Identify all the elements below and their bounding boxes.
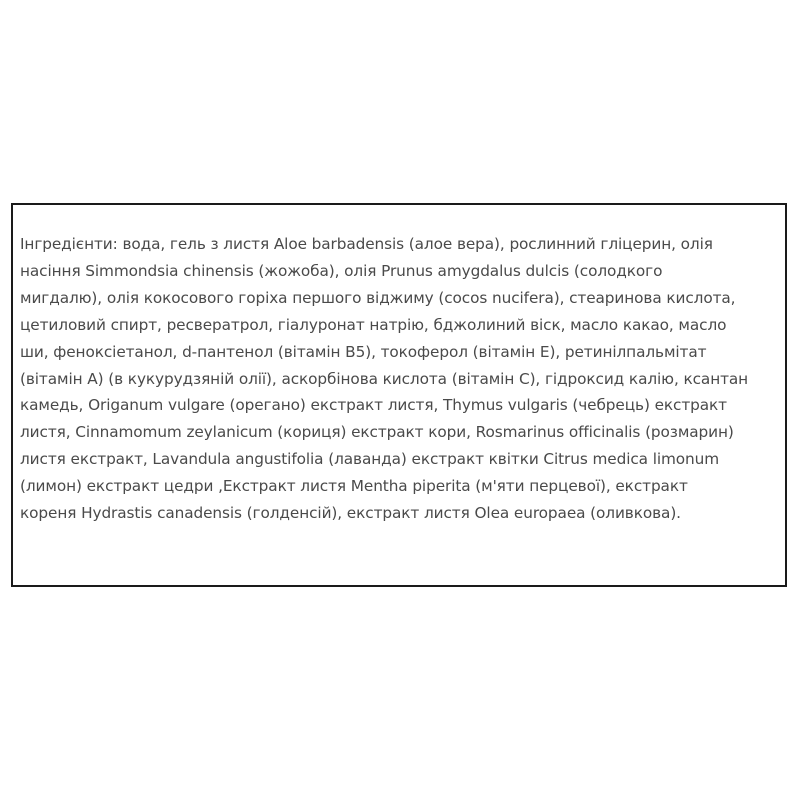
- ingredients-line: Інгредієнти: вода, гель з листя Aloe barbadensis (алое вера), рослинний гліцерин, олія: [20, 235, 713, 253]
- ingredients-line: (лимон) екстракт цедри ,Екстракт листя Mentha piperita (м'яти перцевої), екстракт: [20, 477, 688, 496]
- ingredients-line: цетиловий спирт, ресвератрол, гіалуронат натрію, бджолиний віск, масло какао, масло: [20, 315, 727, 334]
- ingredients-line: листя екстракт, Lavandula angustifolia (лаванда) екстракт квітки Citrus medica limonum: [20, 450, 720, 469]
- ingredients-line: мигдалю), олія кокосового горіха першого віджиму (cocos nucifera), стеаринова кислота,: [20, 288, 736, 307]
- ingredients-text: [20, 231, 785, 527]
- ingredients-line: камедь, Origanum vulgare (орегано) екстракт листя, Thymus vulgaris (чебрець) екстракт: [20, 396, 727, 415]
- ingredients-line: насіння Simmondsia chinensis (жожоба), олія Prunus amygdalus dulcis (солодкого: [20, 261, 663, 280]
- ingredients-line: кореня Hydrastis canadensis (голденсій), екстракт листя Olea europaea (оливкова).: [20, 504, 681, 523]
- ingredients-box: [11, 203, 787, 587]
- ingredients-line: (вітамін A) (в кукурудзяній олії), аскорбінова кислота (вітамін C), гідроксид калію, ксантан: [20, 369, 749, 388]
- ingredients-line: листя, Cinnamomum zeylanicum (кориця) екстракт кори, Rosmarinus officinalis (розмарин): [20, 423, 734, 442]
- ingredients-line: ши, феноксіетанол, d-пантенол (вітамін B5), токоферол (вітамін E), ретинілпальмітат: [20, 342, 707, 361]
